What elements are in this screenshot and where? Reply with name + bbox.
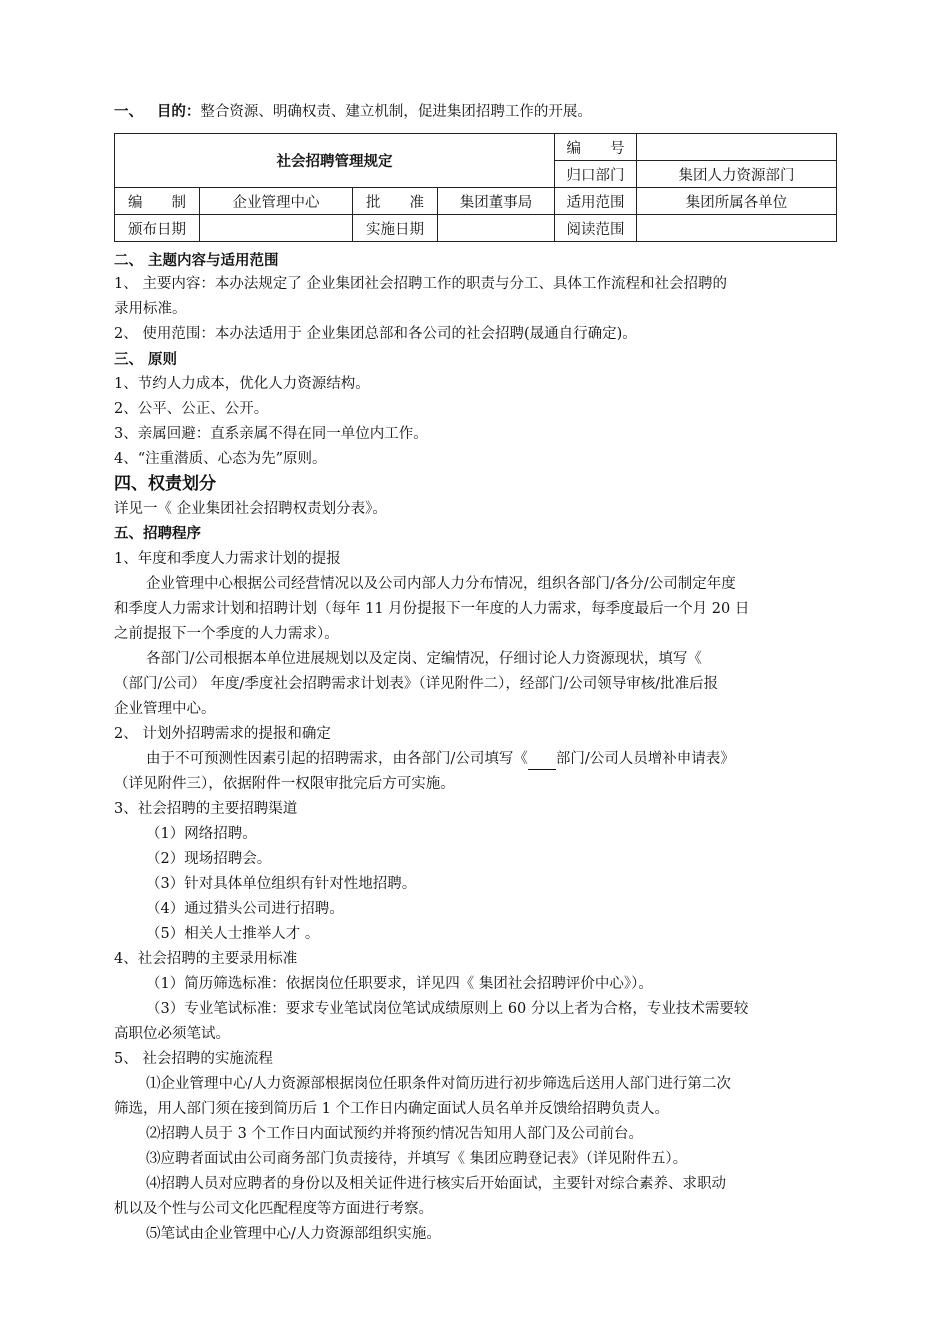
s5-step-5: ⑸笔试由企业管理中心/人力资源部组织实施。 [146,1226,441,1242]
approve-label: 批 准 [353,188,438,215]
s3-item-4: （4）通过猎头公司进行招聘。 [146,901,344,917]
number-value [637,134,837,161]
s2-p1a-pre: 由于不可预测性因素引起的招聘需求，由各部门/公司填写《 [146,751,528,767]
purpose-line [114,101,592,123]
s2-p1a [114,748,735,770]
s2-title: 2、 计划外招聘需求的提报和确定 [114,726,331,742]
blank-underline [528,755,556,770]
s5-step-1b: 筛选，用人部门须在接到简历后 1 个工作日内确定面试人员名单并反馈给招聘负责人。 [114,1101,669,1117]
s1-p2c: 企业管理中心。 [114,701,216,717]
s2-p1a-post: 部门/公司人员增补申请表》 [555,751,735,767]
sec4-text: 详见一《 企业集团社会招聘权责划分表》。 [114,501,387,517]
sec3-heading: 三、 原则 [114,351,178,368]
issue-value [200,215,353,242]
s4-item-3b: 高职位必须笔试。 [114,1026,230,1042]
dept-label: 归口部门 [555,161,637,188]
impl-label: 实施日期 [353,215,438,242]
read-value [637,215,837,242]
sec3-item-3: 3、亲属回避：直系亲属不得在同一单位内工作。 [114,426,428,442]
s1-p1b: 和季度人力需求计划和招聘计划（每年 11 月份提报下一年度的人力需求，每季度最后一个月 20 日 [114,601,750,617]
s4-title: 4、社会招聘的主要录用标准 [114,951,298,967]
document-title: 社会招聘管理规定 [115,134,555,188]
sec2-heading: 二、 主题内容与适用范围 [114,252,279,269]
s5-step-4a: ⑷招聘人员对应聘者的身份以及相关证件进行核实后开始面试，主要针对综合素养、求职动 [146,1176,726,1192]
s3-item-1: （1）网络招聘。 [146,826,257,842]
s3-item-2: （2）现场招聘会。 [146,851,272,867]
s3-item-5: （5）相关人士推举人才 。 [146,926,320,942]
sec3-item-2: 2、公平、公正、公开。 [114,401,269,417]
sec2-p2: 2、 使用范围：本办法适用于 企业集团总部和各公司的社会招聘(晟通自行确定)。 [114,326,637,342]
s2-p1b: （详见附件三），依据附件一权限审批完后方可实施。 [114,776,455,792]
s4-item-3a: （3）专业笔试标准：要求专业笔试岗位笔试成绩原则上 60 分以上者为合格，专业技术需要较 [146,1001,749,1017]
s1-title: 1、年度和季度人力需求计划的提报 [114,551,341,567]
purpose-text: 整合资源、明确权责、建立机制，促进集团招聘工作的开展。 [200,104,592,120]
s4-item-1: （1）简历筛选标准：依据岗位任职要求，详见四《 集团社会招聘评价中心》）。 [146,976,653,992]
read-label: 阅读范围 [555,215,637,242]
s5-step-2: ⑵招聘人员于 3 个工作日内面试预约并将预约情况告知用人部门及公司前台。 [146,1126,643,1142]
compile-value: 企业管理中心 [200,188,353,215]
header-table [114,133,837,242]
impl-value [438,215,555,242]
purpose-label: 目的： [156,103,201,120]
scope-label: 适用范围 [555,188,637,215]
compile-label: 编 制 [115,188,200,215]
sec2-p1a: 1、 主要内容：本办法规定了 企业集团社会招聘工作的职责与分工、具体工作流程和社会招聘的 [114,276,727,292]
number-label: 编 号 [555,134,637,161]
sec2-p1b: 录用标准。 [114,301,187,317]
s3-item-3: （3）针对具体单位组织有针对性地招聘。 [146,876,417,892]
s1-p2a: 各部门/公司根据本单位进展规划以及定岗、定编情况，仔细讨论人力资源现状，填写《 [146,651,702,667]
dept-value: 集团人力资源部门 [637,161,837,188]
purpose-number: 一、 [114,103,143,120]
s5-title: 5、 社会招聘的实施流程 [114,1051,273,1067]
s1-p2b: （部门/公司） 年度/季度社会招聘需求计划表》（详见附件二），经部门/公司领导审核/批准后报 [114,676,719,692]
sec3-item-4: 4、“注重潜质、心态为先”原则。 [114,451,327,467]
s5-step-1a: ⑴企业管理中心/人力资源部根据岗位任职条件对简历进行初步筛选后送用人部门进行第二次 [146,1076,731,1092]
sec3-item-1: 1、节约人力成本，优化人力资源结构。 [114,376,370,392]
scope-value: 集团所属各单位 [637,188,837,215]
issue-label: 颁布日期 [115,215,200,242]
s5-step-4b: 机以及个性与公司文化匹配程度等方面进行考察。 [114,1201,433,1217]
approve-value: 集团董事局 [438,188,555,215]
s1-p1c: 之前提报下一个季度的人力需求）。 [114,626,339,642]
s5-step-3: ⑶应聘者面试由公司商务部门负责接待，并填写《 集团应聘登记表》（详见附件五）。 [146,1151,688,1167]
s1-p1a: 企业管理中心根据公司经营情况以及公司内部人力分布情况，组织各部门/各分/公司制定年度 [146,576,736,592]
s3-title: 3、社会招聘的主要招聘渠道 [114,801,298,817]
sec5-heading: 五、招聘程序 [114,525,201,542]
sec4-heading: 四、权责划分 [114,474,216,494]
